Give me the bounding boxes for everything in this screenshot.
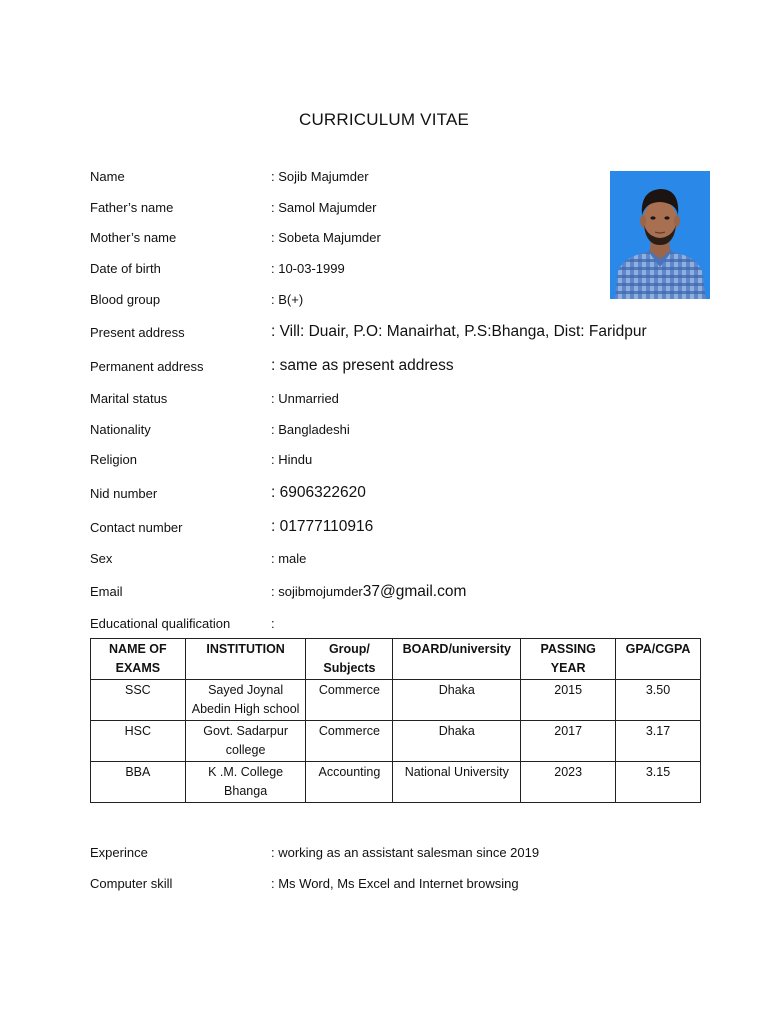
info-value: : Samol Majumder xyxy=(271,200,377,215)
info-label: Date of birth xyxy=(90,261,161,276)
table-cell: 2023 xyxy=(521,762,616,803)
info-label: Father’s name xyxy=(90,200,174,215)
column-header: GPA/CGPA xyxy=(616,639,701,680)
info-value: : 6906322620 xyxy=(271,484,366,501)
info-label: Educational qualification xyxy=(90,616,231,631)
table-cell: National University xyxy=(393,762,521,803)
info-value: : Vill: Duair, P.O: Manairhat, P.S:Bhanga, Dist: Faridpur xyxy=(271,323,647,340)
table-cell: Sayed Joynal Abedin High school xyxy=(185,680,306,721)
table-row xyxy=(91,680,701,721)
column-header: PASSING YEAR xyxy=(521,639,616,680)
column-header: INSTITUTION xyxy=(185,639,306,680)
table-cell: BBA xyxy=(91,762,186,803)
info-value: : 10-03-1999 xyxy=(271,261,345,276)
info-value: : male xyxy=(271,551,307,566)
info-value: : Hindu xyxy=(271,452,313,467)
info-value: : Sojib Majumder xyxy=(271,169,369,184)
table-cell: Dhaka xyxy=(393,680,521,721)
column-header: NAME OF EXAMS xyxy=(91,639,186,680)
table-cell: 3.50 xyxy=(616,680,701,721)
info-label: Sex xyxy=(90,551,113,566)
table-cell: Dhaka xyxy=(393,721,521,762)
info-label: Religion xyxy=(90,452,137,467)
table-cell: 3.17 xyxy=(616,721,701,762)
table-cell: 3.15 xyxy=(616,762,701,803)
info-value: : working as an assistant salesman since 2019 xyxy=(271,845,540,860)
info-value: : same as present address xyxy=(271,357,454,374)
info-label: Contact number xyxy=(90,520,183,535)
table-cell: SSC xyxy=(91,680,186,721)
info-value: : Sobeta Majumder xyxy=(271,230,381,245)
info-value: : Bangladeshi xyxy=(271,422,350,437)
table-cell: Commerce xyxy=(306,680,393,721)
info-value: : B(+) xyxy=(271,292,304,307)
info-label: Name xyxy=(90,169,125,184)
email-prefix: : sojibmojumder xyxy=(271,584,363,599)
profile-photo xyxy=(610,171,710,299)
table-cell: Accounting xyxy=(306,762,393,803)
info-label: Nationality xyxy=(90,422,151,437)
table-row xyxy=(91,762,701,803)
table-cell: HSC xyxy=(91,721,186,762)
email-value xyxy=(271,584,466,600)
info-label: Permanent address xyxy=(90,359,204,374)
table-cell: Govt. Sadarpur college xyxy=(185,721,306,762)
table-cell: K .M. College Bhanga xyxy=(185,762,306,803)
info-label: Nid number xyxy=(90,486,158,501)
table-row xyxy=(91,721,701,762)
column-header: Group/ Subjects xyxy=(306,639,393,680)
education-table xyxy=(90,638,701,803)
document-title: CURRICULUM VITAE xyxy=(298,110,470,129)
column-header: BOARD/university xyxy=(393,639,521,680)
info-value: : 01777110916 xyxy=(271,518,374,535)
info-label: Mother’s name xyxy=(90,230,177,245)
table-cell: Commerce xyxy=(306,721,393,762)
email-suffix: 37@gmail.com xyxy=(362,583,467,600)
info-label: Computer skill xyxy=(90,876,173,891)
profile-photo-illustration xyxy=(610,171,710,299)
table-cell: 2015 xyxy=(521,680,616,721)
info-label: Email xyxy=(90,584,123,599)
table-header-row xyxy=(91,639,701,680)
info-label: Present address xyxy=(90,325,185,340)
info-value: : Ms Word, Ms Excel and Internet browsing xyxy=(271,876,519,891)
info-label: Marital status xyxy=(90,391,168,406)
info-label: Experince xyxy=(90,845,148,860)
info-value: : xyxy=(271,616,275,631)
info-value: : Unmarried xyxy=(271,391,339,406)
info-label: Blood group xyxy=(90,292,161,307)
table-cell: 2017 xyxy=(521,721,616,762)
